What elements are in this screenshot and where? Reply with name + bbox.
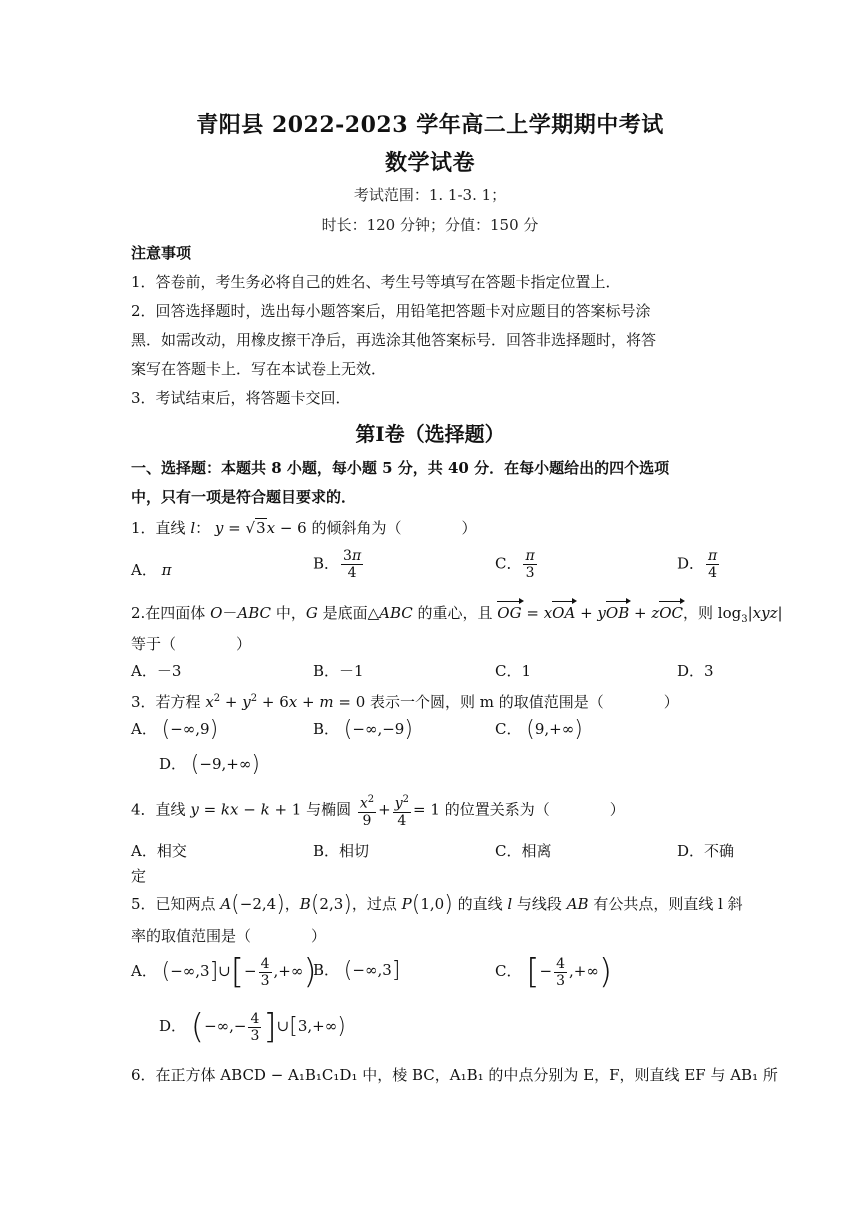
section-instructions-line2: 中，只有一项是符合题目要求的． [131, 488, 357, 506]
exam-duration: 时长：120 分钟；分值：150 分 [321, 216, 539, 234]
q2-line2: 等于（ ） [131, 635, 252, 653]
question-5: 5．已知两点 A(−2,4)，B(2,3)，过点 P(1,0) 的直线 l 与线段 AB 有公共点，则直线 l 斜 [131, 892, 743, 917]
question-3: 3．若方程 $x^2 + y^2 + 6x + m = 0$ 表示一个圆，则 m 的取值范围是（ ） [131, 693, 679, 711]
notice-item-2-line1: 2．回答选择题时，选出每小题答案后，用铅笔把答题卡对应题目的答案标号涂 [131, 302, 651, 320]
q3-option-b: B． (−∞,−9) [313, 717, 413, 742]
q1-suffix: 的倾斜角为（ ） [306, 519, 477, 537]
q4-suffix: 的位置关系为（ ） [439, 800, 625, 819]
q1-option-c: C． $\frac{\pi}{3}$ [495, 548, 535, 581]
q3-option-a: A． (−∞,9) [131, 717, 219, 742]
q1-option-d: D． $\frac{\pi}{4}$ [677, 548, 718, 581]
exam-subtitle: 数学试卷 [384, 150, 475, 176]
question-2: 2.在四面体 O－ABC 中，G 是底面△ABC 的重心，且 OG = xOA + yOB + zOC，则 $\log_3|xyz|$ [131, 604, 783, 625]
q4-option-d-continued: 定 [131, 867, 147, 885]
q3-option-d: D． (−9,+∞) [159, 752, 260, 777]
notice-item-2-line3: 案写在答题卡上．写在本试卷上无效． [131, 360, 387, 378]
q5-option-a: A． (−∞,3]∪[− $\frac{4}{3}$ ,+∞) [131, 952, 317, 992]
q2-option-c: C．1 [495, 662, 532, 680]
q2-option-a: A．－3 [131, 662, 182, 680]
section-title: 第Ⅰ卷（选择题） [355, 422, 505, 446]
q1-option-a: A． π [131, 561, 172, 579]
question-4: 4．直线 y = kx − k + 1 与椭圆 $\frac{x^2}{9}$ + $\frac{y^2}{4}$ = 1 的位置关系为（ ） [131, 794, 625, 829]
q2-tail: ，则 log [683, 604, 742, 622]
q3-suffix: 表示一个圆，则 m 的取值范围是（ ） [365, 693, 679, 711]
notice-item-3: 3．考试结束后，将答题卡交回． [131, 389, 351, 407]
notice-heading: 注意事项 [131, 244, 192, 262]
q4-option-d: D．不确 [677, 842, 735, 860]
exam-title: 青阳县 2022-2023 学年高二上学期期中考试 [196, 112, 664, 138]
section-instructions-line1: 一、选择题：本题共 8 小题，每小题 5 分，共 40 分．在每小题给出的四个选项 [131, 459, 670, 477]
q5-line1-tail: 有公共点，则直线 l 斜 [593, 895, 743, 913]
q1-option-b: B． $\frac{3\pi}{4}$ [313, 548, 362, 581]
q2-option-d: D．3 [677, 662, 714, 680]
q5-line2: 率的取值范围是（ ） [131, 927, 327, 945]
exam-scope: 考试范围：1. 1-3. 1； [353, 186, 507, 204]
q4-option-c: C．相离 [495, 842, 552, 860]
notice-item-1: 1．答卷前，考生务必将自己的姓名、考生号等填写在答题卡指定位置上． [131, 273, 621, 291]
q4-prefix: 4．直线 [131, 800, 191, 819]
notice-item-2-line2: 黑．如需改动，用橡皮擦干净后，再选涂其他答案标号．回答非选择题时，将答 [131, 331, 657, 349]
q2-option-b: B．－1 [313, 662, 364, 680]
question-6: 6．在正方体 ABCD − A₁B₁C₁D₁ 中，棱 BC，A₁B₁ 的中点分别为 E，F，则直线 EF 与 AB₁ 所 [131, 1066, 778, 1084]
q3-prefix: 3．若方程 [131, 693, 206, 711]
question-1: 1．直线 l： y = √3x − 6 的倾斜角为（ ） [131, 519, 477, 537]
q1-prefix: 1．直线 [131, 519, 191, 537]
q5-option-b: B． (−∞,3] [313, 958, 401, 983]
q5-option-d: D． (−∞,− $\frac{4}{3}$ ]∪[3,+∞) [159, 1007, 346, 1047]
q4-option-a: A．相交 [131, 842, 187, 860]
q4-mid: 与椭圆 [301, 800, 356, 819]
q5-option-c: C． [− $\frac{4}{3}$ ,+∞) [495, 952, 613, 992]
q4-option-b: B．相切 [313, 842, 370, 860]
q3-option-c: C． (9,+∞) [495, 717, 583, 742]
